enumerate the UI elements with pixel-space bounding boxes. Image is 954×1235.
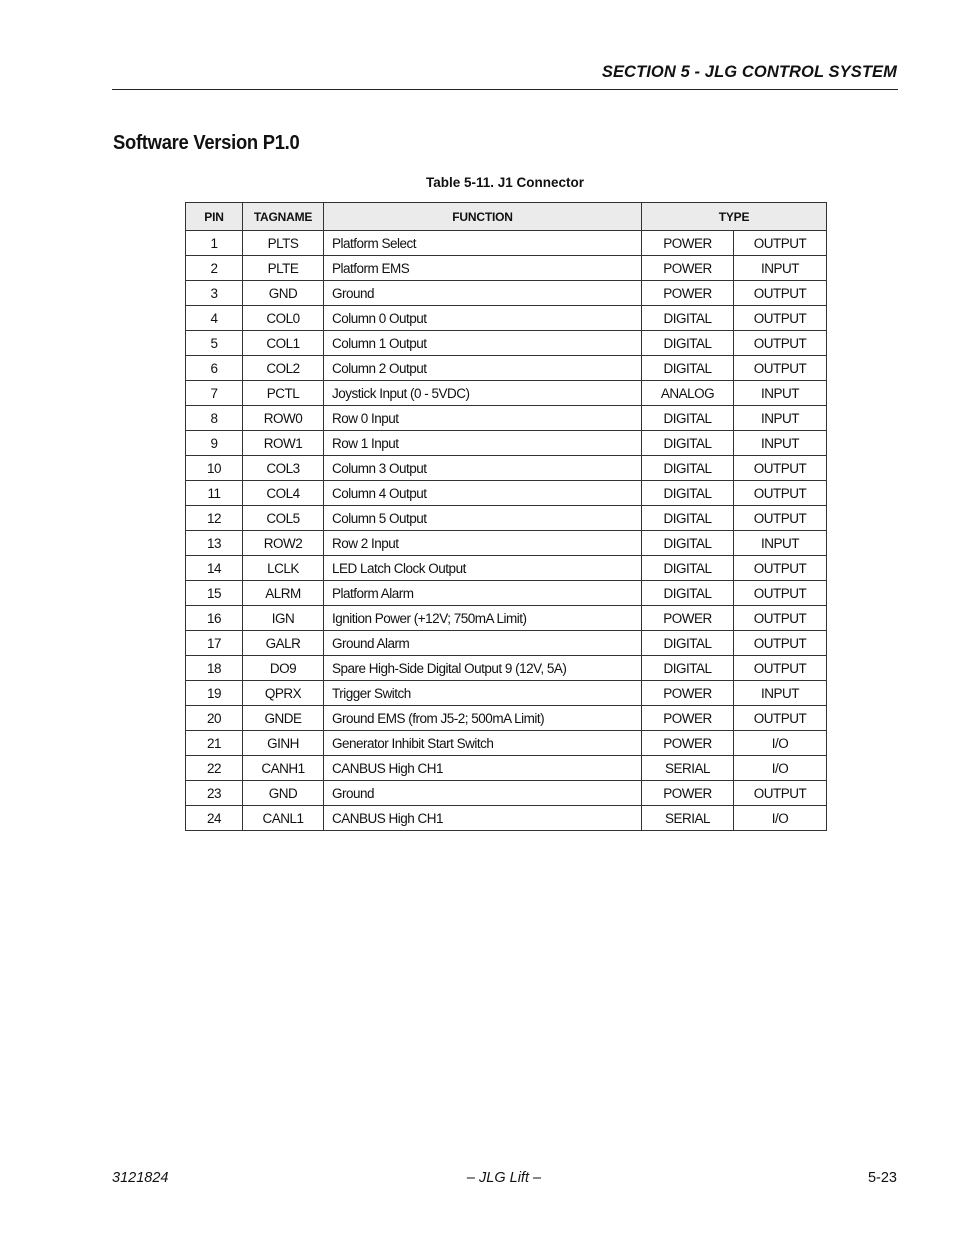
cell-type-class: SERIAL xyxy=(642,806,734,831)
cell-tagname: PCTL xyxy=(243,381,324,406)
cell-tagname: ROW2 xyxy=(243,531,324,556)
cell-type-direction: INPUT xyxy=(734,681,827,706)
table-row xyxy=(186,581,827,606)
cell-type-direction: INPUT xyxy=(734,406,827,431)
cell-type-direction: OUTPUT xyxy=(734,781,827,806)
table-header-row xyxy=(186,203,827,231)
cell-function: Spare High-Side Digital Output 9 (12V, 5A) xyxy=(324,656,642,681)
cell-tagname: CANL1 xyxy=(243,806,324,831)
cell-type-direction: OUTPUT xyxy=(734,456,827,481)
table-row xyxy=(186,731,827,756)
cell-type-direction: OUTPUT xyxy=(734,281,827,306)
cell-function: Column 5 Output xyxy=(324,506,642,531)
cell-type-class: DIGITAL xyxy=(642,656,734,681)
cell-type-class: DIGITAL xyxy=(642,331,734,356)
table-row xyxy=(186,306,827,331)
cell-type-direction: I/O xyxy=(734,731,827,756)
cell-function: Column 1 Output xyxy=(324,331,642,356)
cell-pin: 2 xyxy=(186,256,243,281)
cell-function: Platform EMS xyxy=(324,256,642,281)
column-header-type: TYPE xyxy=(642,203,827,231)
cell-type-class: DIGITAL xyxy=(642,306,734,331)
cell-function: Ignition Power (+12V; 750mA Limit) xyxy=(324,606,642,631)
cell-tagname: ALRM xyxy=(243,581,324,606)
table-row xyxy=(186,281,827,306)
table-row xyxy=(186,631,827,656)
cell-function: Ground xyxy=(324,281,642,306)
cell-type-direction: I/O xyxy=(734,756,827,781)
table-caption: Table 5-11. J1 Connector xyxy=(425,175,585,190)
table-row xyxy=(186,406,827,431)
table-row xyxy=(186,331,827,356)
cell-pin: 10 xyxy=(186,456,243,481)
cell-pin: 15 xyxy=(186,581,243,606)
cell-pin: 21 xyxy=(186,731,243,756)
cell-function: Platform Select xyxy=(324,231,642,256)
cell-type-class: POWER xyxy=(642,731,734,756)
cell-tagname: GND xyxy=(243,781,324,806)
column-header-function: FUNCTION xyxy=(324,203,642,231)
cell-type-direction: OUTPUT xyxy=(734,706,827,731)
table-body xyxy=(186,231,827,831)
cell-type-class: POWER xyxy=(642,706,734,731)
table-row xyxy=(186,231,827,256)
cell-tagname: IGN xyxy=(243,606,324,631)
table-row xyxy=(186,381,827,406)
cell-pin: 1 xyxy=(186,231,243,256)
cell-function: Column 2 Output xyxy=(324,356,642,381)
column-header-tagname: TAGNAME xyxy=(243,203,324,231)
cell-tagname: LCLK xyxy=(243,556,324,581)
cell-type-direction: INPUT xyxy=(734,381,827,406)
cell-type-class: POWER xyxy=(642,231,734,256)
cell-type-class: DIGITAL xyxy=(642,556,734,581)
footer-page-number: 5-23 xyxy=(867,1170,897,1186)
table-row xyxy=(186,656,827,681)
cell-pin: 7 xyxy=(186,381,243,406)
cell-function: Column 0 Output xyxy=(324,306,642,331)
table-row xyxy=(186,356,827,381)
cell-type-direction: OUTPUT xyxy=(734,356,827,381)
cell-type-direction: INPUT xyxy=(734,431,827,456)
cell-type-direction: INPUT xyxy=(734,531,827,556)
cell-function: Ground EMS (from J5-2; 500mA Limit) xyxy=(324,706,642,731)
cell-function: Column 4 Output xyxy=(324,481,642,506)
section-header-title: SECTION 5 - JLG CONTROL SYSTEM xyxy=(601,63,897,81)
cell-function: CANBUS High CH1 xyxy=(324,756,642,781)
cell-type-direction: OUTPUT xyxy=(734,581,827,606)
cell-pin: 11 xyxy=(186,481,243,506)
cell-type-direction: OUTPUT xyxy=(734,606,827,631)
cell-type-class: DIGITAL xyxy=(642,506,734,531)
cell-pin: 12 xyxy=(186,506,243,531)
cell-tagname: DO9 xyxy=(243,656,324,681)
table-row xyxy=(186,506,827,531)
cell-function: Row 0 Input xyxy=(324,406,642,431)
cell-type-class: ANALOG xyxy=(642,381,734,406)
footer-publisher: – JLG Lift – xyxy=(466,1170,542,1186)
cell-function: Trigger Switch xyxy=(324,681,642,706)
cell-tagname: PLTE xyxy=(243,256,324,281)
cell-pin: 9 xyxy=(186,431,243,456)
cell-tagname: GND xyxy=(243,281,324,306)
cell-tagname: GNDE xyxy=(243,706,324,731)
table-row xyxy=(186,756,827,781)
cell-tagname: COL1 xyxy=(243,331,324,356)
cell-tagname: COL2 xyxy=(243,356,324,381)
cell-tagname: QPRX xyxy=(243,681,324,706)
cell-tagname: COL3 xyxy=(243,456,324,481)
cell-type-direction: I/O xyxy=(734,806,827,831)
cell-function: Platform Alarm xyxy=(324,581,642,606)
cell-type-class: DIGITAL xyxy=(642,631,734,656)
table-row xyxy=(186,806,827,831)
cell-tagname: COL0 xyxy=(243,306,324,331)
cell-type-direction: OUTPUT xyxy=(734,556,827,581)
cell-pin: 6 xyxy=(186,356,243,381)
cell-type-class: DIGITAL xyxy=(642,456,734,481)
cell-type-direction: OUTPUT xyxy=(734,631,827,656)
cell-type-class: DIGITAL xyxy=(642,431,734,456)
cell-pin: 8 xyxy=(186,406,243,431)
cell-pin: 4 xyxy=(186,306,243,331)
cell-tagname: COL4 xyxy=(243,481,324,506)
cell-type-class: DIGITAL xyxy=(642,531,734,556)
cell-type-class: DIGITAL xyxy=(642,356,734,381)
cell-type-direction: OUTPUT xyxy=(734,656,827,681)
cell-function: Ground Alarm xyxy=(324,631,642,656)
cell-function: Row 1 Input xyxy=(324,431,642,456)
cell-type-class: DIGITAL xyxy=(642,406,734,431)
cell-tagname: GALR xyxy=(243,631,324,656)
cell-type-direction: OUTPUT xyxy=(734,231,827,256)
cell-pin: 16 xyxy=(186,606,243,631)
cell-function: Row 2 Input xyxy=(324,531,642,556)
cell-type-class: POWER xyxy=(642,606,734,631)
cell-pin: 20 xyxy=(186,706,243,731)
j1-connector-table xyxy=(185,202,827,831)
cell-type-direction: OUTPUT xyxy=(734,331,827,356)
cell-pin: 22 xyxy=(186,756,243,781)
cell-type-direction: OUTPUT xyxy=(734,506,827,531)
table-row xyxy=(186,256,827,281)
cell-tagname: ROW1 xyxy=(243,431,324,456)
table-row xyxy=(186,781,827,806)
cell-pin: 5 xyxy=(186,331,243,356)
page-heading: Software Version P1.0 xyxy=(113,132,300,154)
cell-tagname: GINH xyxy=(243,731,324,756)
cell-pin: 3 xyxy=(186,281,243,306)
cell-type-direction: OUTPUT xyxy=(734,481,827,506)
cell-tagname: COL5 xyxy=(243,506,324,531)
cell-pin: 19 xyxy=(186,681,243,706)
cell-function: LED Latch Clock Output xyxy=(324,556,642,581)
cell-tagname: CANH1 xyxy=(243,756,324,781)
cell-type-class: POWER xyxy=(642,256,734,281)
cell-type-class: DIGITAL xyxy=(642,481,734,506)
cell-type-class: SERIAL xyxy=(642,756,734,781)
cell-type-class: DIGITAL xyxy=(642,581,734,606)
cell-pin: 24 xyxy=(186,806,243,831)
footer-doc-number: 3121824 xyxy=(112,1170,169,1186)
cell-type-direction: INPUT xyxy=(734,256,827,281)
table-row xyxy=(186,456,827,481)
table-row xyxy=(186,531,827,556)
table-row xyxy=(186,706,827,731)
cell-tagname: PLTS xyxy=(243,231,324,256)
table-row xyxy=(186,556,827,581)
cell-function: Ground xyxy=(324,781,642,806)
cell-function: CANBUS High CH1 xyxy=(324,806,642,831)
table-row xyxy=(186,481,827,506)
cell-type-class: POWER xyxy=(642,781,734,806)
cell-type-class: POWER xyxy=(642,681,734,706)
cell-pin: 17 xyxy=(186,631,243,656)
cell-type-direction: OUTPUT xyxy=(734,306,827,331)
table-row xyxy=(186,606,827,631)
column-header-pin: PIN xyxy=(186,203,243,231)
cell-pin: 13 xyxy=(186,531,243,556)
table-row xyxy=(186,681,827,706)
header-divider xyxy=(112,89,898,90)
table-row xyxy=(186,431,827,456)
cell-function: Joystick Input (0 - 5VDC) xyxy=(324,381,642,406)
cell-function: Generator Inhibit Start Switch xyxy=(324,731,642,756)
cell-function: Column 3 Output xyxy=(324,456,642,481)
cell-type-class: POWER xyxy=(642,281,734,306)
cell-pin: 23 xyxy=(186,781,243,806)
cell-pin: 18 xyxy=(186,656,243,681)
cell-pin: 14 xyxy=(186,556,243,581)
cell-tagname: ROW0 xyxy=(243,406,324,431)
